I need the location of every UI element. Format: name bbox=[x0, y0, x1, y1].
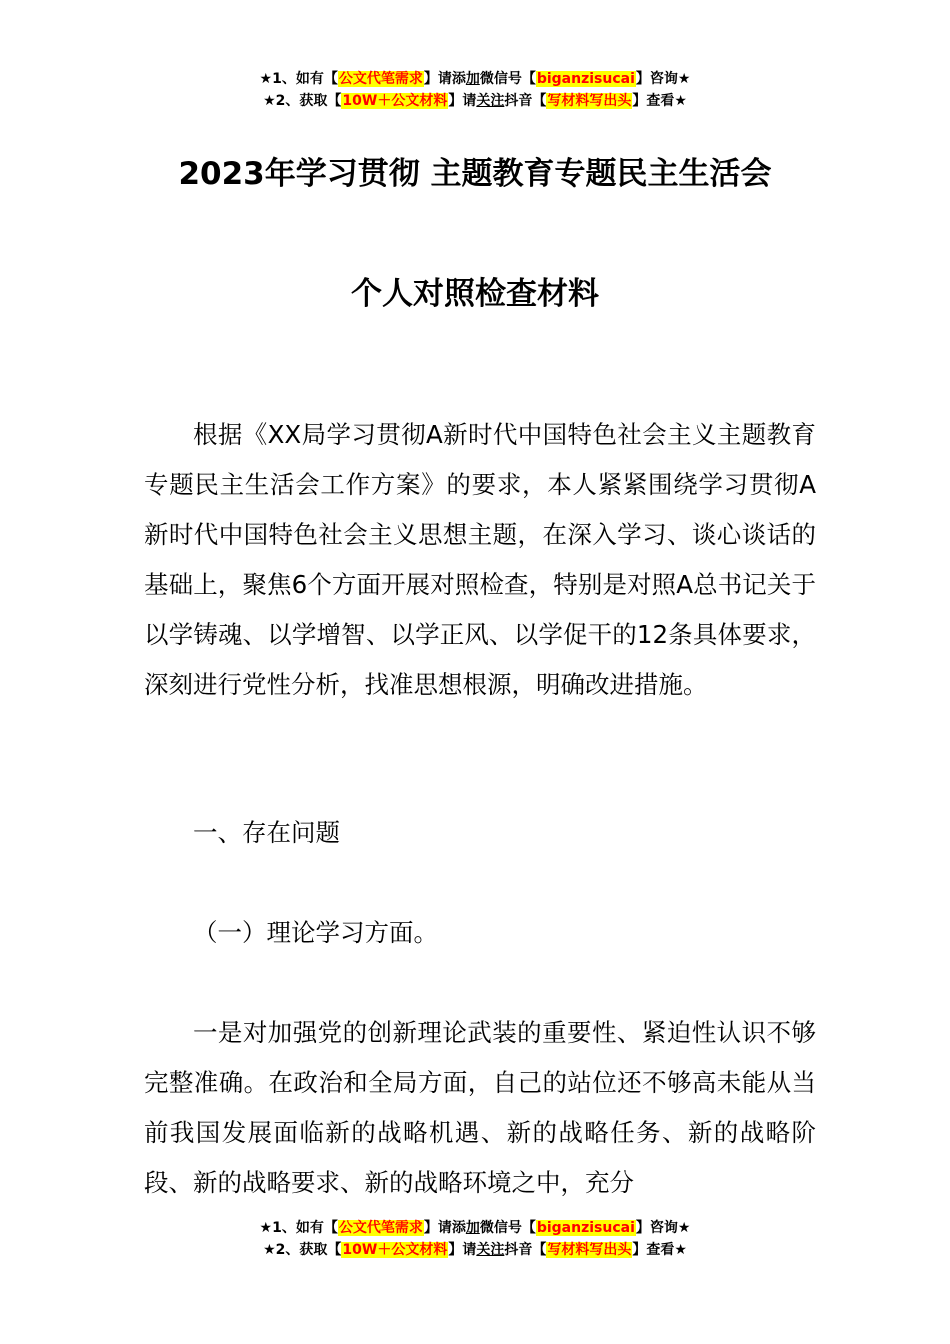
top-banner bbox=[0, 68, 950, 112]
document-title-line-2: 个人对照检查材料 bbox=[351, 276, 599, 312]
subsection-heading bbox=[144, 908, 816, 958]
banner-line-2: ★2、获取【10W＋公文材料】请关注抖音【写材料写出头】查看★ bbox=[263, 93, 687, 109]
intro-text: 根据《XX局学习贯彻A新时代中国特色社会主义主题教育专题民主生活会工作方案》的要求，本人紧紧围绕学习贯彻A新时代中国特色社会主义思想主题，在深入学习、谈心谈话的基础上，聚焦6个方面开展对照检查，特别是对照A总书记关于以学铸魂、以学增智、以学正风、以学促干的12条具体要求，深刻进行党性分析，找准思想根源，明确改进措施。 bbox=[144, 420, 816, 699]
section-1-heading: 一、存在问题 bbox=[193, 818, 340, 847]
bottom-banner bbox=[0, 1217, 950, 1261]
subsection-1-heading: （一）理论学习方面。 bbox=[193, 918, 438, 947]
point-paragraph bbox=[144, 1008, 816, 1208]
banner-highlight: 10W＋公文材料 bbox=[342, 93, 448, 109]
banner-highlight: 10W＋公文材料 bbox=[342, 1242, 448, 1258]
banner-highlight: 写材料写出头 bbox=[547, 93, 632, 109]
banner-line-1: ★1、如有【公文代笔需求】请添加微信号【biganzisucai】咨询★ bbox=[259, 71, 691, 87]
banner-line-2: ★2、获取【10W＋公文材料】请关注抖音【写材料写出头】查看★ bbox=[263, 1242, 687, 1258]
section-heading bbox=[144, 808, 816, 858]
banner-highlight: biganzisucai bbox=[536, 71, 635, 87]
banner-highlight: biganzisucai bbox=[536, 1220, 635, 1236]
banner-highlight: 公文代笔需求 bbox=[338, 1220, 423, 1236]
document-title-line-1: 2023年学习贯彻 主题教育专题民主生活会 bbox=[178, 156, 772, 192]
intro-paragraph bbox=[144, 410, 816, 710]
banner-line-1: ★1、如有【公文代笔需求】请添加微信号【biganzisucai】咨询★ bbox=[259, 1220, 691, 1236]
banner-highlight: 写材料写出头 bbox=[547, 1242, 632, 1258]
point-1-text: 一是对加强党的创新理论武装的重要性、紧迫性认识不够完整准确。在政治和全局方面，自己的站位还不够高未能从当前我国发展面临新的战略机遇、新的战略任务、新的战略阶段、新的战略要求、新的战略环境之中，充分 bbox=[144, 1018, 816, 1197]
banner-highlight: 公文代笔需求 bbox=[338, 71, 423, 87]
